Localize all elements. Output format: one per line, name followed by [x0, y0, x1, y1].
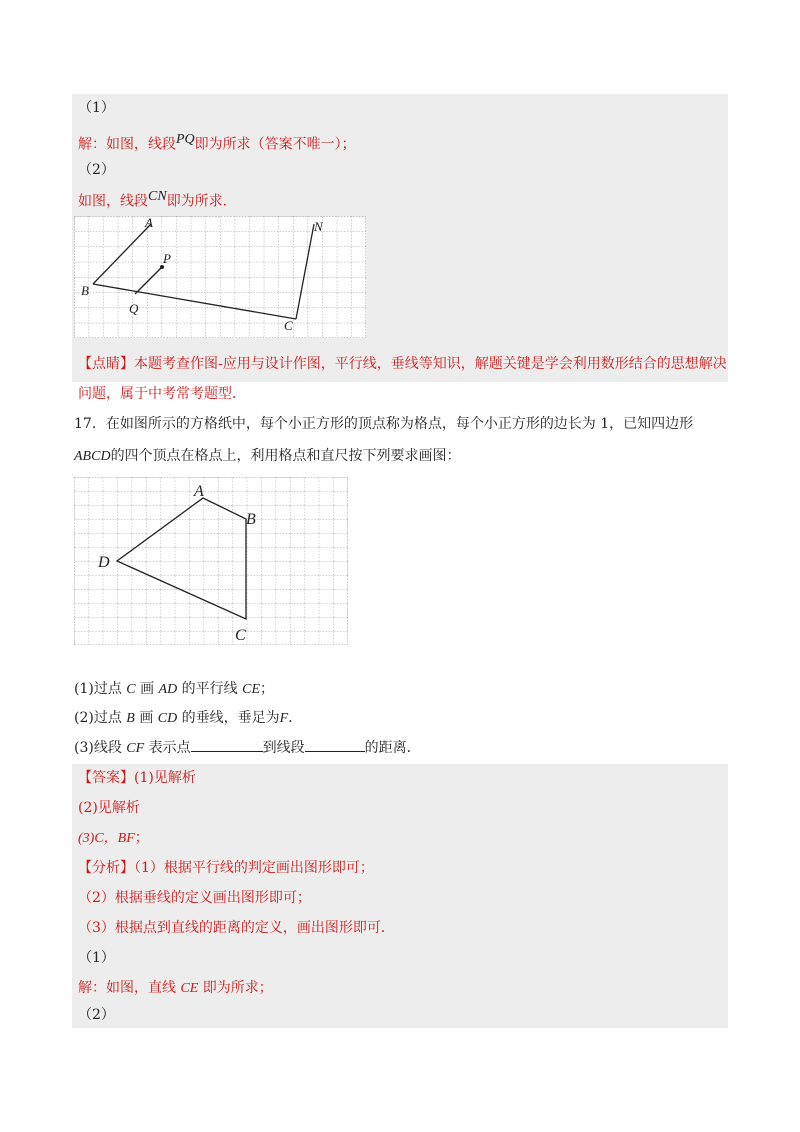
task-3: (3)线段 CF 表示点 到线段 的距离． — [74, 737, 421, 759]
analysis-line-2: （2）根据垂线的定义画出图形即可； — [78, 890, 311, 906]
solution-part1: 解：如图，直线 CE 即为所求； — [78, 980, 273, 996]
segment-cn: CN — [148, 189, 167, 204]
label-c: C — [235, 627, 246, 644]
part2-solution: 如图，线段$^{CN}$即为所求． — [78, 189, 237, 210]
answer-line-1: 【答案】(1)见解析 — [78, 770, 196, 786]
question-17-line-2: ABCD的四个顶点在格点上，利用格点和直尺按下列要求画图： — [74, 448, 461, 464]
task-1: (1)过点 C 画 AD 的平行线 CE； — [74, 681, 275, 697]
label-d: D — [98, 554, 110, 571]
figure-2-grid — [74, 477, 348, 645]
task-2: (2)过点 B 画 CD 的垂线，垂足为F． — [74, 710, 303, 726]
analysis-line-3: （3）根据点到直线的距离的定义，画出图形即可． — [78, 920, 395, 936]
label-q: Q — [129, 301, 139, 316]
note-line-1: 【点睛】本题考查作图-应用与设计作图，平行线，垂线等知识，解题关键是学会利用数形结合的思想解决 — [78, 356, 727, 372]
label-b: B — [246, 511, 256, 528]
answer-line-2: (2)见解析 — [78, 800, 140, 816]
blank-2 — [305, 737, 365, 752]
label-b: B — [81, 283, 89, 298]
part2-label: （2） — [78, 162, 115, 178]
solution-part2-label: （2） — [78, 1007, 115, 1023]
label-a: A — [145, 216, 153, 230]
note-line-2: 问题，属于中考常考题型． — [78, 386, 246, 402]
solution-part1-label: （1） — [78, 950, 115, 966]
segment-pq: PQ — [176, 132, 195, 147]
label-c: C — [284, 318, 293, 333]
blank-1 — [191, 737, 263, 752]
question-17-line-1: 17．在如图所示的方格纸中，每个小正方形的顶点称为格点，每个小正方形的边长为 1，已知四边形 — [74, 416, 694, 432]
analysis-line-1: 【分析】（1）根据平行线的判定画出图形即可； — [78, 860, 374, 876]
label-p: P — [163, 251, 171, 266]
label-a: A — [194, 483, 204, 500]
figure-1-grid — [74, 216, 366, 338]
part1-solution: 解：如图，线段$^{PQ}$即为所求（答案不唯一）； — [78, 132, 356, 153]
part1-label: （1） — [78, 100, 115, 116]
label-n: N — [314, 219, 323, 234]
answer-line-3: (3)C，BF； — [78, 830, 149, 846]
